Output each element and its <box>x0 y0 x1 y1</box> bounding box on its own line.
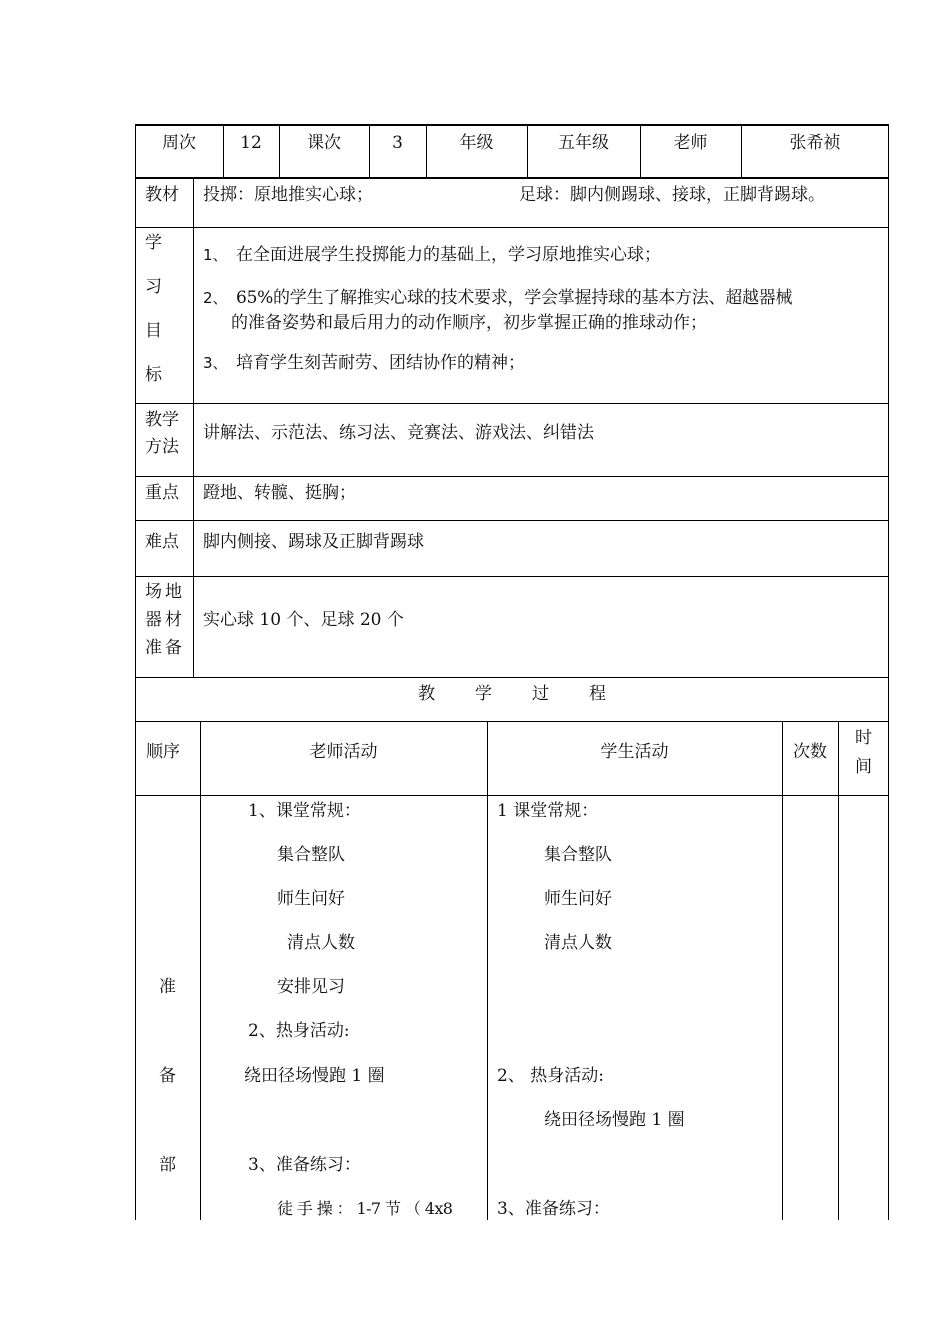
objective-number: 1、 <box>203 246 228 264</box>
student-activity-line: 2、 热身活动: <box>497 1066 604 1086</box>
process-divider-order <box>200 721 201 1220</box>
grade-value: 五年级 <box>558 133 609 153</box>
teacher-activity-line: 清点人数 <box>287 933 355 953</box>
column-header-time: 间 <box>855 757 872 777</box>
lesson-label: 课次 <box>307 133 341 153</box>
process-divider-student <box>782 721 783 1220</box>
equipment-text: 实心球 10 个、足球 20 个 <box>203 610 404 630</box>
equipment-label: 场地 <box>145 582 185 602</box>
keypoints-text: 蹬地、转髋、挺胸； <box>203 483 356 503</box>
student-activity-line: 绕田径场慢跑 1 圈 <box>544 1110 685 1130</box>
label-column-divider <box>193 177 194 677</box>
process-title-bottom-border <box>135 721 889 722</box>
methods-label: 方法 <box>145 437 179 457</box>
objective-number: 2、 <box>203 289 228 307</box>
teacher-activity-line: 集合整队 <box>277 845 345 865</box>
process-title-char: 程 <box>589 684 606 704</box>
material-row-bottom-border <box>135 227 889 228</box>
grade-label: 年级 <box>459 133 494 153</box>
teacher-activity-line: 徒 手 操 ： 1-7 节 （ 4x8 <box>277 1199 453 1218</box>
material-item-football: 足球：脚内侧踢球、接球，正脚背踢球。 <box>519 185 825 205</box>
column-header-student: 学生活动 <box>600 742 669 762</box>
student-activity-line: 师生问好 <box>544 889 612 909</box>
objective-text: 65%的学生了解推实心球的技术要求，学会掌握持球的基本方法、超越器械 <box>236 288 793 308</box>
objective-number: 3、 <box>203 354 228 372</box>
keypoints-row-bottom-border <box>135 520 889 521</box>
section-label-char: 备 <box>159 1066 176 1086</box>
process-divider-count <box>838 721 839 1220</box>
objectives-label-char: 习 <box>145 277 162 297</box>
difficulties-text: 脚内侧接、踢球及正脚背踢球 <box>203 532 424 552</box>
material-label: 教材 <box>145 185 179 205</box>
student-activity-line: 清点人数 <box>544 933 612 953</box>
difficulties-row-bottom-border <box>135 576 889 577</box>
teacher-activity-line: 3、准备练习： <box>248 1155 361 1175</box>
objectives-label-char: 标 <box>145 365 162 385</box>
teacher-activity-line: 绕田径场慢跑 1 圈 <box>244 1066 385 1086</box>
objectives-row-bottom-border <box>135 403 889 404</box>
process-title-char: 教 <box>418 684 435 704</box>
teacher-value: 张希祯 <box>789 133 841 153</box>
table-top-border <box>135 124 889 126</box>
section-label-char: 准 <box>159 977 176 997</box>
equipment-row-bottom-border <box>135 677 889 678</box>
column-header-count: 次数 <box>793 742 827 762</box>
column-header-order: 顺序 <box>146 742 180 762</box>
difficulties-label: 难点 <box>145 532 179 552</box>
objectives-label-char: 学 <box>145 233 162 253</box>
teacher-activity-line: 安排见习 <box>277 977 345 997</box>
header-row-bottom-border <box>135 177 889 179</box>
process-divider-teacher <box>487 721 488 1220</box>
section-label-char: 部 <box>159 1155 176 1175</box>
methods-label: 教学 <box>145 410 179 430</box>
methods-text: 讲解法、示范法、练习法、竞赛法、游戏法、纠错法 <box>203 423 594 443</box>
student-activity-line: 集合整队 <box>544 845 612 865</box>
teacher-activity-line: 2、热身活动: <box>248 1021 350 1041</box>
keypoints-label: 重点 <box>145 483 179 503</box>
week-value: 12 <box>240 133 262 153</box>
objective-text: 在全面进展学生投掷能力的基础上，学习原地推实心球； <box>236 245 661 265</box>
objective-text: 培育学生刻苦耐劳、团结协作的精神； <box>236 353 525 373</box>
objective-text: 的准备姿势和最后用力的动作顺序，初步掌握正确的推球动作； <box>231 313 707 333</box>
methods-row-bottom-border <box>135 476 889 477</box>
equipment-label: 器材 <box>145 610 185 630</box>
column-header-bottom-border <box>135 795 889 796</box>
teacher-label: 老师 <box>673 133 708 153</box>
material-item-throwing: 投掷：原地推实心球； <box>203 185 373 205</box>
objectives-label-char: 目 <box>145 321 162 341</box>
teacher-activity-line: 1、课堂常规： <box>248 801 361 821</box>
equipment-label: 准备 <box>145 638 185 658</box>
process-title-char: 学 <box>475 684 492 704</box>
column-header-teacher: 老师活动 <box>309 742 378 762</box>
student-activity-line: 3、准备练习： <box>497 1199 610 1219</box>
student-activity-line: 1 课堂常规： <box>497 801 599 821</box>
column-header-time: 时 <box>855 728 872 748</box>
lesson-value: 3 <box>392 133 403 153</box>
week-label: 周次 <box>162 133 196 153</box>
process-title-char: 过 <box>532 684 549 704</box>
teacher-activity-line: 师生问好 <box>277 889 345 909</box>
